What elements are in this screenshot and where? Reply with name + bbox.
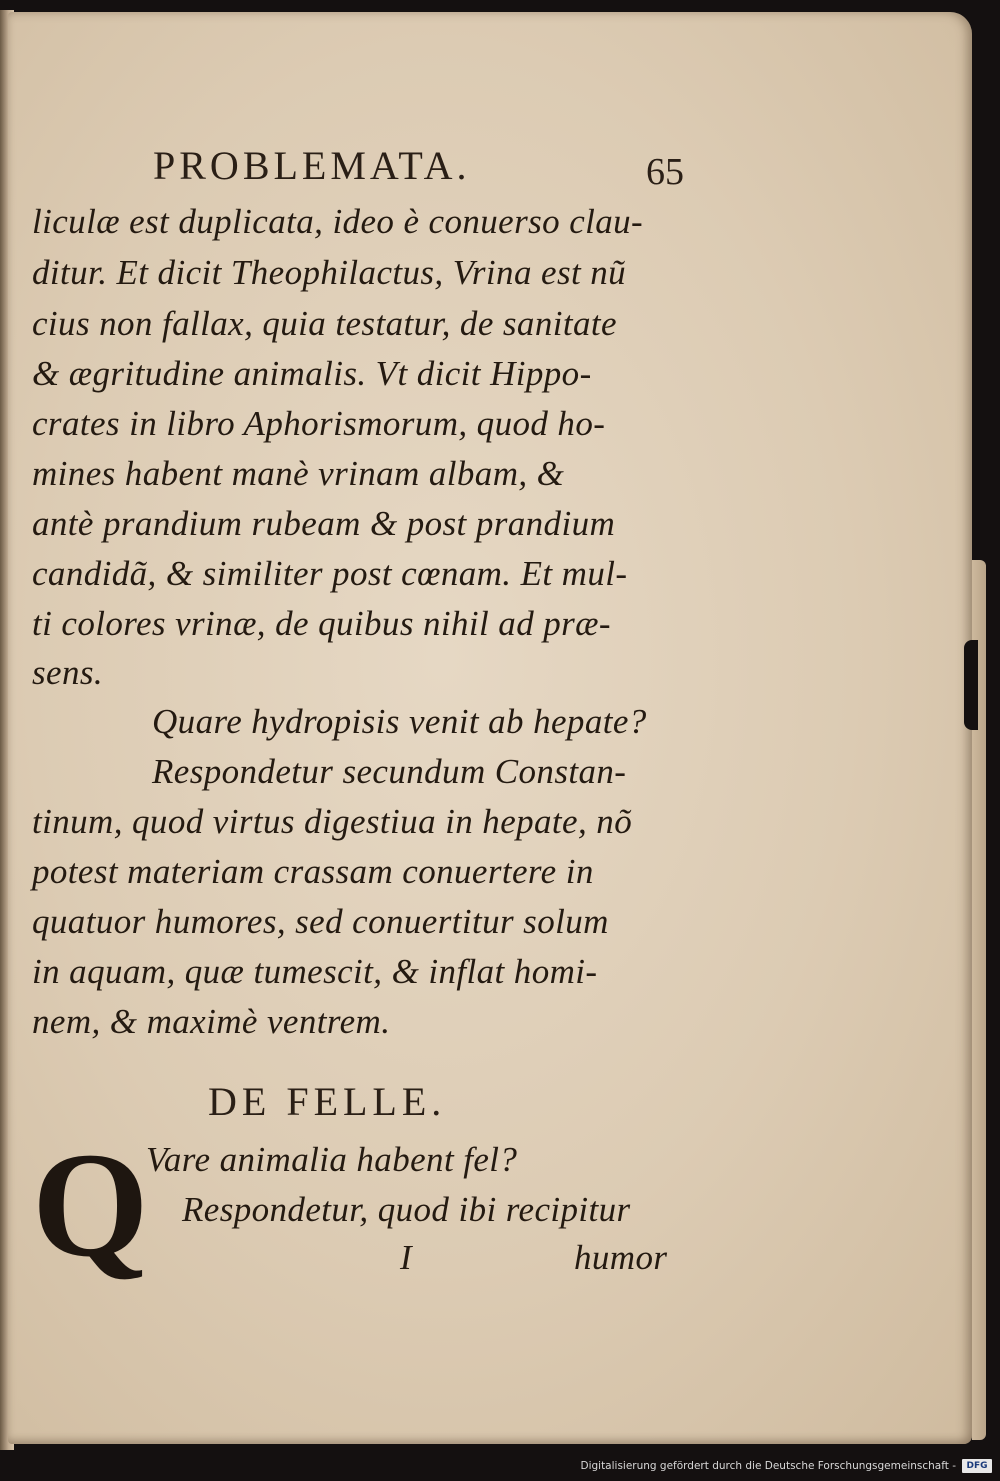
- body-line: cius non fallax, quia testatur, de sanitate: [32, 304, 617, 343]
- body-line: potest materiam crassam conuertere in: [32, 852, 594, 891]
- page-text: [8, 12, 972, 1444]
- question-line: Quare hydropisis venit ab hepate?: [152, 702, 647, 741]
- section-line: Respondetur, quod ibi recipitur: [182, 1190, 631, 1229]
- body-line: tinum, quod virtus digestiua in hepate, nõ: [32, 802, 633, 841]
- catchword: humor: [574, 1238, 668, 1277]
- body-line: nem, & maximè ventrem.: [32, 1002, 391, 1041]
- section-heading: DE FELLE.: [208, 1079, 447, 1124]
- body-line: ditur. Et dicit Theophilactus, Vrina est nũ: [32, 253, 627, 292]
- body-line: liculæ est duplicata, ideo è conuerso clau-: [32, 202, 644, 241]
- body-line: candidã, & similiter post cœnam. Et mul-: [32, 554, 628, 593]
- body-line: mines habent manè vrinam albam, &: [32, 454, 565, 493]
- body-line: sens.: [32, 653, 104, 692]
- dfg-logo: DFG: [962, 1459, 992, 1473]
- running-head: PROBLEMATA.: [153, 143, 471, 188]
- body-line: Respondetur secundum Constan-: [152, 752, 627, 791]
- footer-credit: Digitalisierung gefördert durch die Deutsche Forschungsgemeinschaft -: [580, 1460, 956, 1472]
- body-line: crates in libro Aphorismorum, quod ho-: [32, 404, 606, 443]
- book-page: [8, 12, 972, 1444]
- body-line: in aquam, quæ tumescit, & inflat homi-: [32, 952, 598, 991]
- body-line: quatuor humores, sed conuertitur solum: [32, 902, 609, 941]
- page-number: 65: [646, 151, 684, 193]
- body-line: & ægritudine animalis. Vt dicit Hippo-: [32, 354, 592, 393]
- body-line: ti colores vrinæ, de quibus nihil ad præ-: [32, 604, 611, 643]
- body-line: antè prandium rubeam & post prandium: [32, 504, 616, 543]
- section-line: Vare animalia habent fel?: [146, 1140, 518, 1179]
- drop-cap-letter: Q: [32, 1122, 149, 1288]
- page-edge-notch: [964, 640, 978, 730]
- signature-mark: I: [400, 1238, 413, 1277]
